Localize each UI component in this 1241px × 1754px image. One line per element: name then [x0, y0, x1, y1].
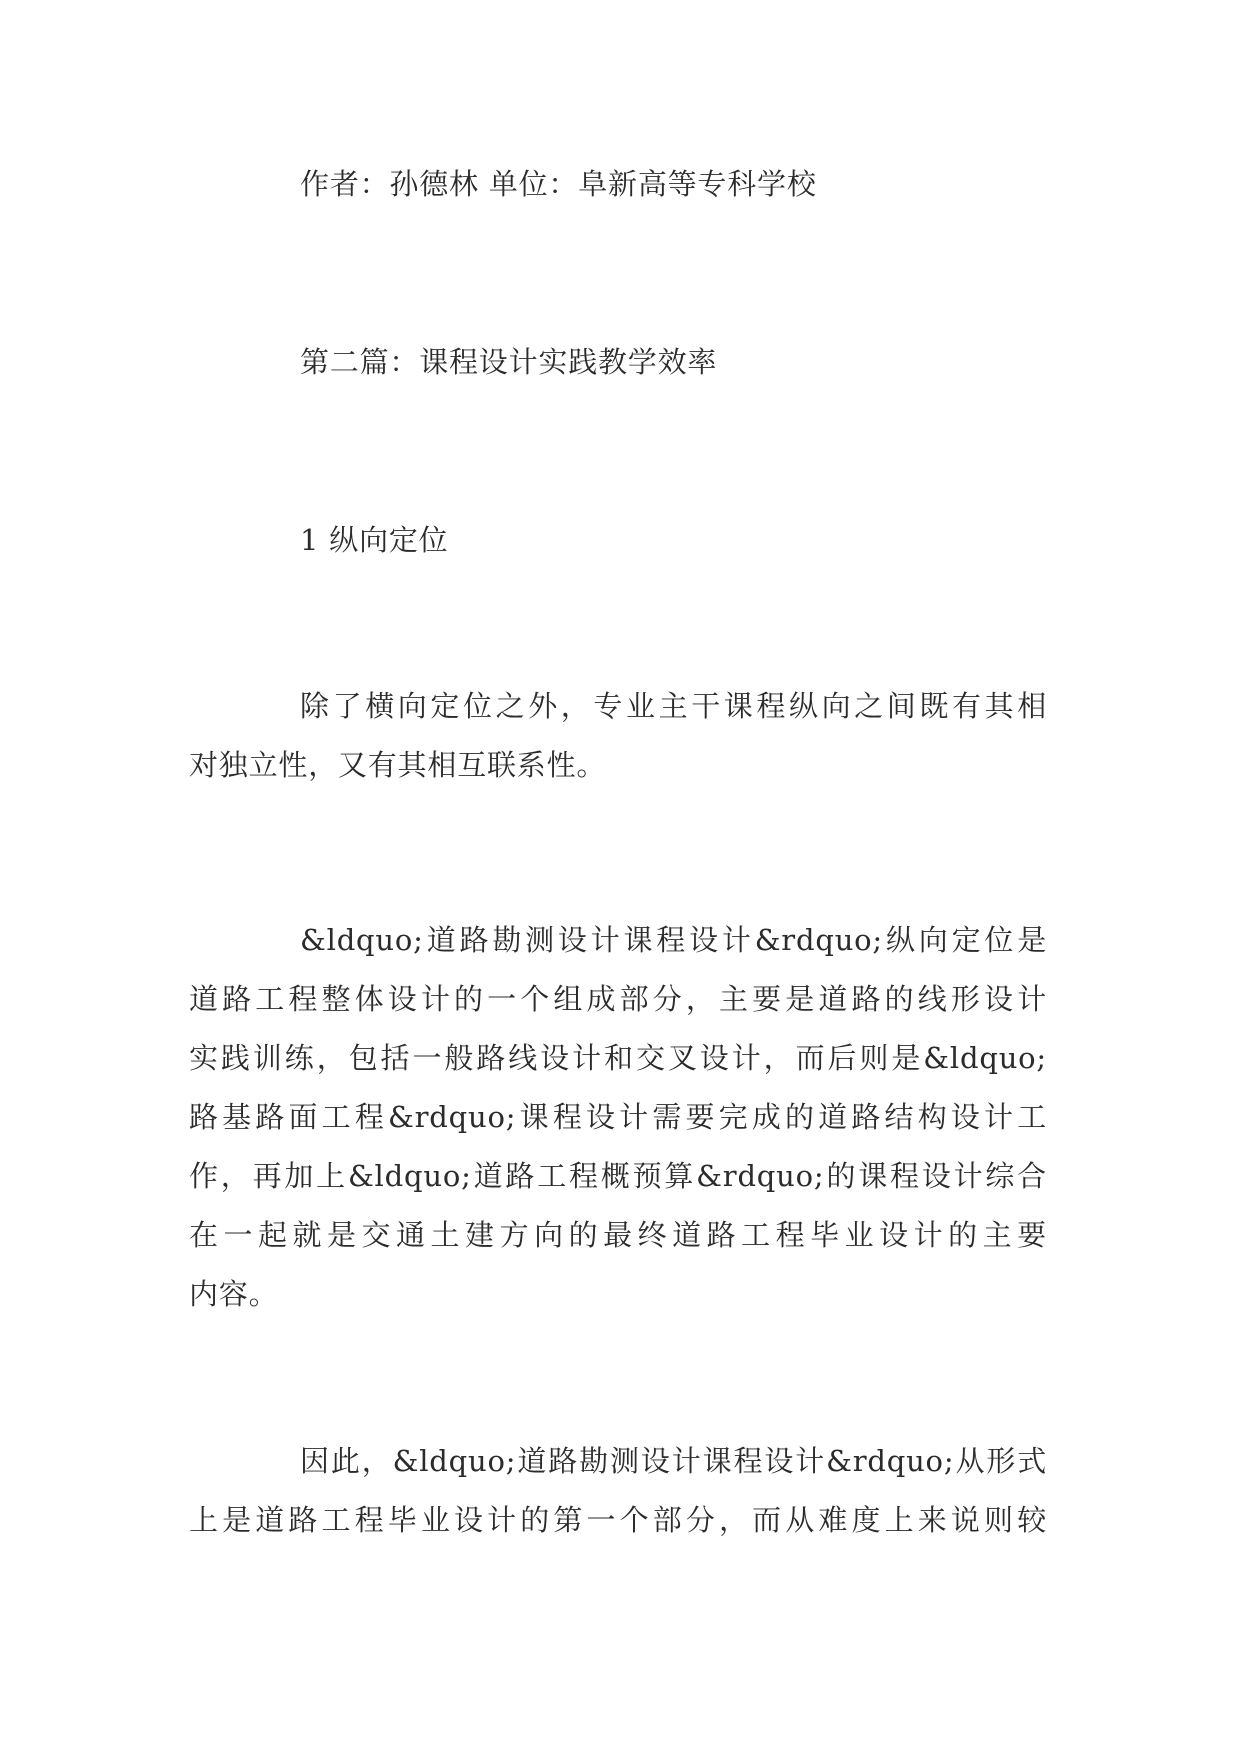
- paragraph-2: [189, 920, 1047, 1333]
- article-title: 第二篇：课程设计实践教学效率: [300, 345, 718, 379]
- paragraph-line: 上是道路工程毕业设计的第一个部分，而从难度上来说则较: [189, 1503, 1047, 1537]
- paragraph-line: &ldquo;道路勘测设计课程设计&rdquo;纵向定位是: [300, 923, 1047, 957]
- paragraph-line: 道路工程整体设计的一个组成部分，主要是道路的线形设计: [189, 982, 1047, 1016]
- paragraph-line: 路基路面工程&rdquo;课程设计需要完成的道路结构设计工: [189, 1100, 1047, 1134]
- section-heading: 1 纵向定位: [300, 523, 449, 557]
- author-affiliation-line: 作者：孙德林 单位：阜新高等专科学校: [300, 167, 817, 201]
- paragraph-line: 内容。: [189, 1277, 279, 1311]
- paragraph-line: 对独立性，又有其相互联系性。: [189, 748, 607, 782]
- paragraph-line: 除了横向定位之外，专业主干课程纵向之间既有其相: [300, 689, 1047, 723]
- paragraph-line: 作，再加上&ldquo;道路工程概预算&rdquo;的课程设计综合: [189, 1159, 1047, 1193]
- paragraph-line: 实践训练，包括一般路线设计和交叉设计，而后则是&ldquo;: [189, 1041, 1047, 1075]
- paragraph-1: [189, 686, 1047, 804]
- paragraph-3: [189, 1441, 1047, 1559]
- paragraph-line: 因此，&ldquo;道路勘测设计课程设计&rdquo;从形式: [300, 1444, 1047, 1478]
- paragraph-line: 在一起就是交通土建方向的最终道路工程毕业设计的主要: [189, 1218, 1047, 1252]
